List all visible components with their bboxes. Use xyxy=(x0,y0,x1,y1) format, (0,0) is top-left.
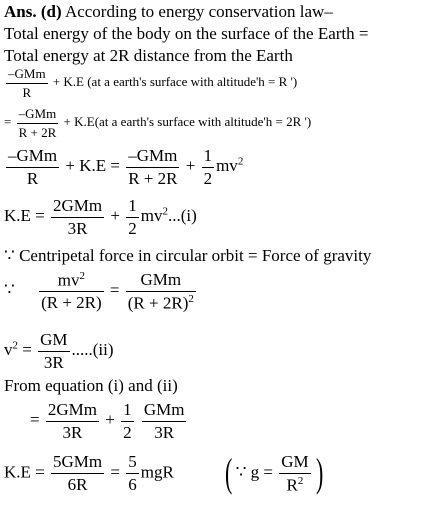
fraction: –GMm R xyxy=(8,66,46,100)
from-equations-label: From equation (i) and (ii) xyxy=(4,376,178,395)
equation-2r-energy: = –GMm R + 2R + K.E(at a earth's surface with altitude'h = 2R ') xyxy=(4,106,312,140)
statement-line-1: Total energy of the body on the surface of the Earth = xyxy=(4,24,369,43)
answer-heading xyxy=(4,2,333,22)
equation-surface-energy: –GMm R + K.E (at a earth's surface with altitude'h = R ') xyxy=(8,66,298,100)
fraction: –GMm R + 2R xyxy=(18,106,57,140)
answer-label: Ans. (d) xyxy=(4,2,62,21)
right-paren: ) xyxy=(315,450,324,496)
centripetal-statement: ∵ Centripetal force in circular orbit = Force of gravity xyxy=(4,246,372,265)
equation-energy-balance: –GMm R + K.E = –GMm R + 2R + $\frac{1}{2}$ $mv^2$ xyxy=(8,146,244,188)
equation-force-balance: ∵ $\frac{mv^2}{(R + 2R)}$ = GMm $(R + 2R)^2$ xyxy=(4,270,194,313)
equation-ii: $v^2$ = $\frac{GM}{3R}$ .....(ii) xyxy=(4,330,114,372)
answer-intro: According to energy conservation law– xyxy=(64,2,333,21)
equation-final: K.E = 5GMm 6R = $\frac{5}{6}$ mgR ( ∵ g = $\frac{GM}{R^2}$ ) xyxy=(4,450,324,496)
because-symbol: ∵ xyxy=(4,280,15,300)
because-symbol: ∵ xyxy=(4,246,15,265)
statement-line-2: Total energy at 2R distance from the Earth xyxy=(4,46,293,65)
left-paren: ( xyxy=(225,450,233,496)
equation-i: K.E = 2GMm 3R + $\frac{1}{2}$ $mv^2...(i)$ xyxy=(4,196,197,238)
equation-substitution: = 2GMm 3R + $\frac{1}{2}$ GMm 3R xyxy=(30,400,185,442)
